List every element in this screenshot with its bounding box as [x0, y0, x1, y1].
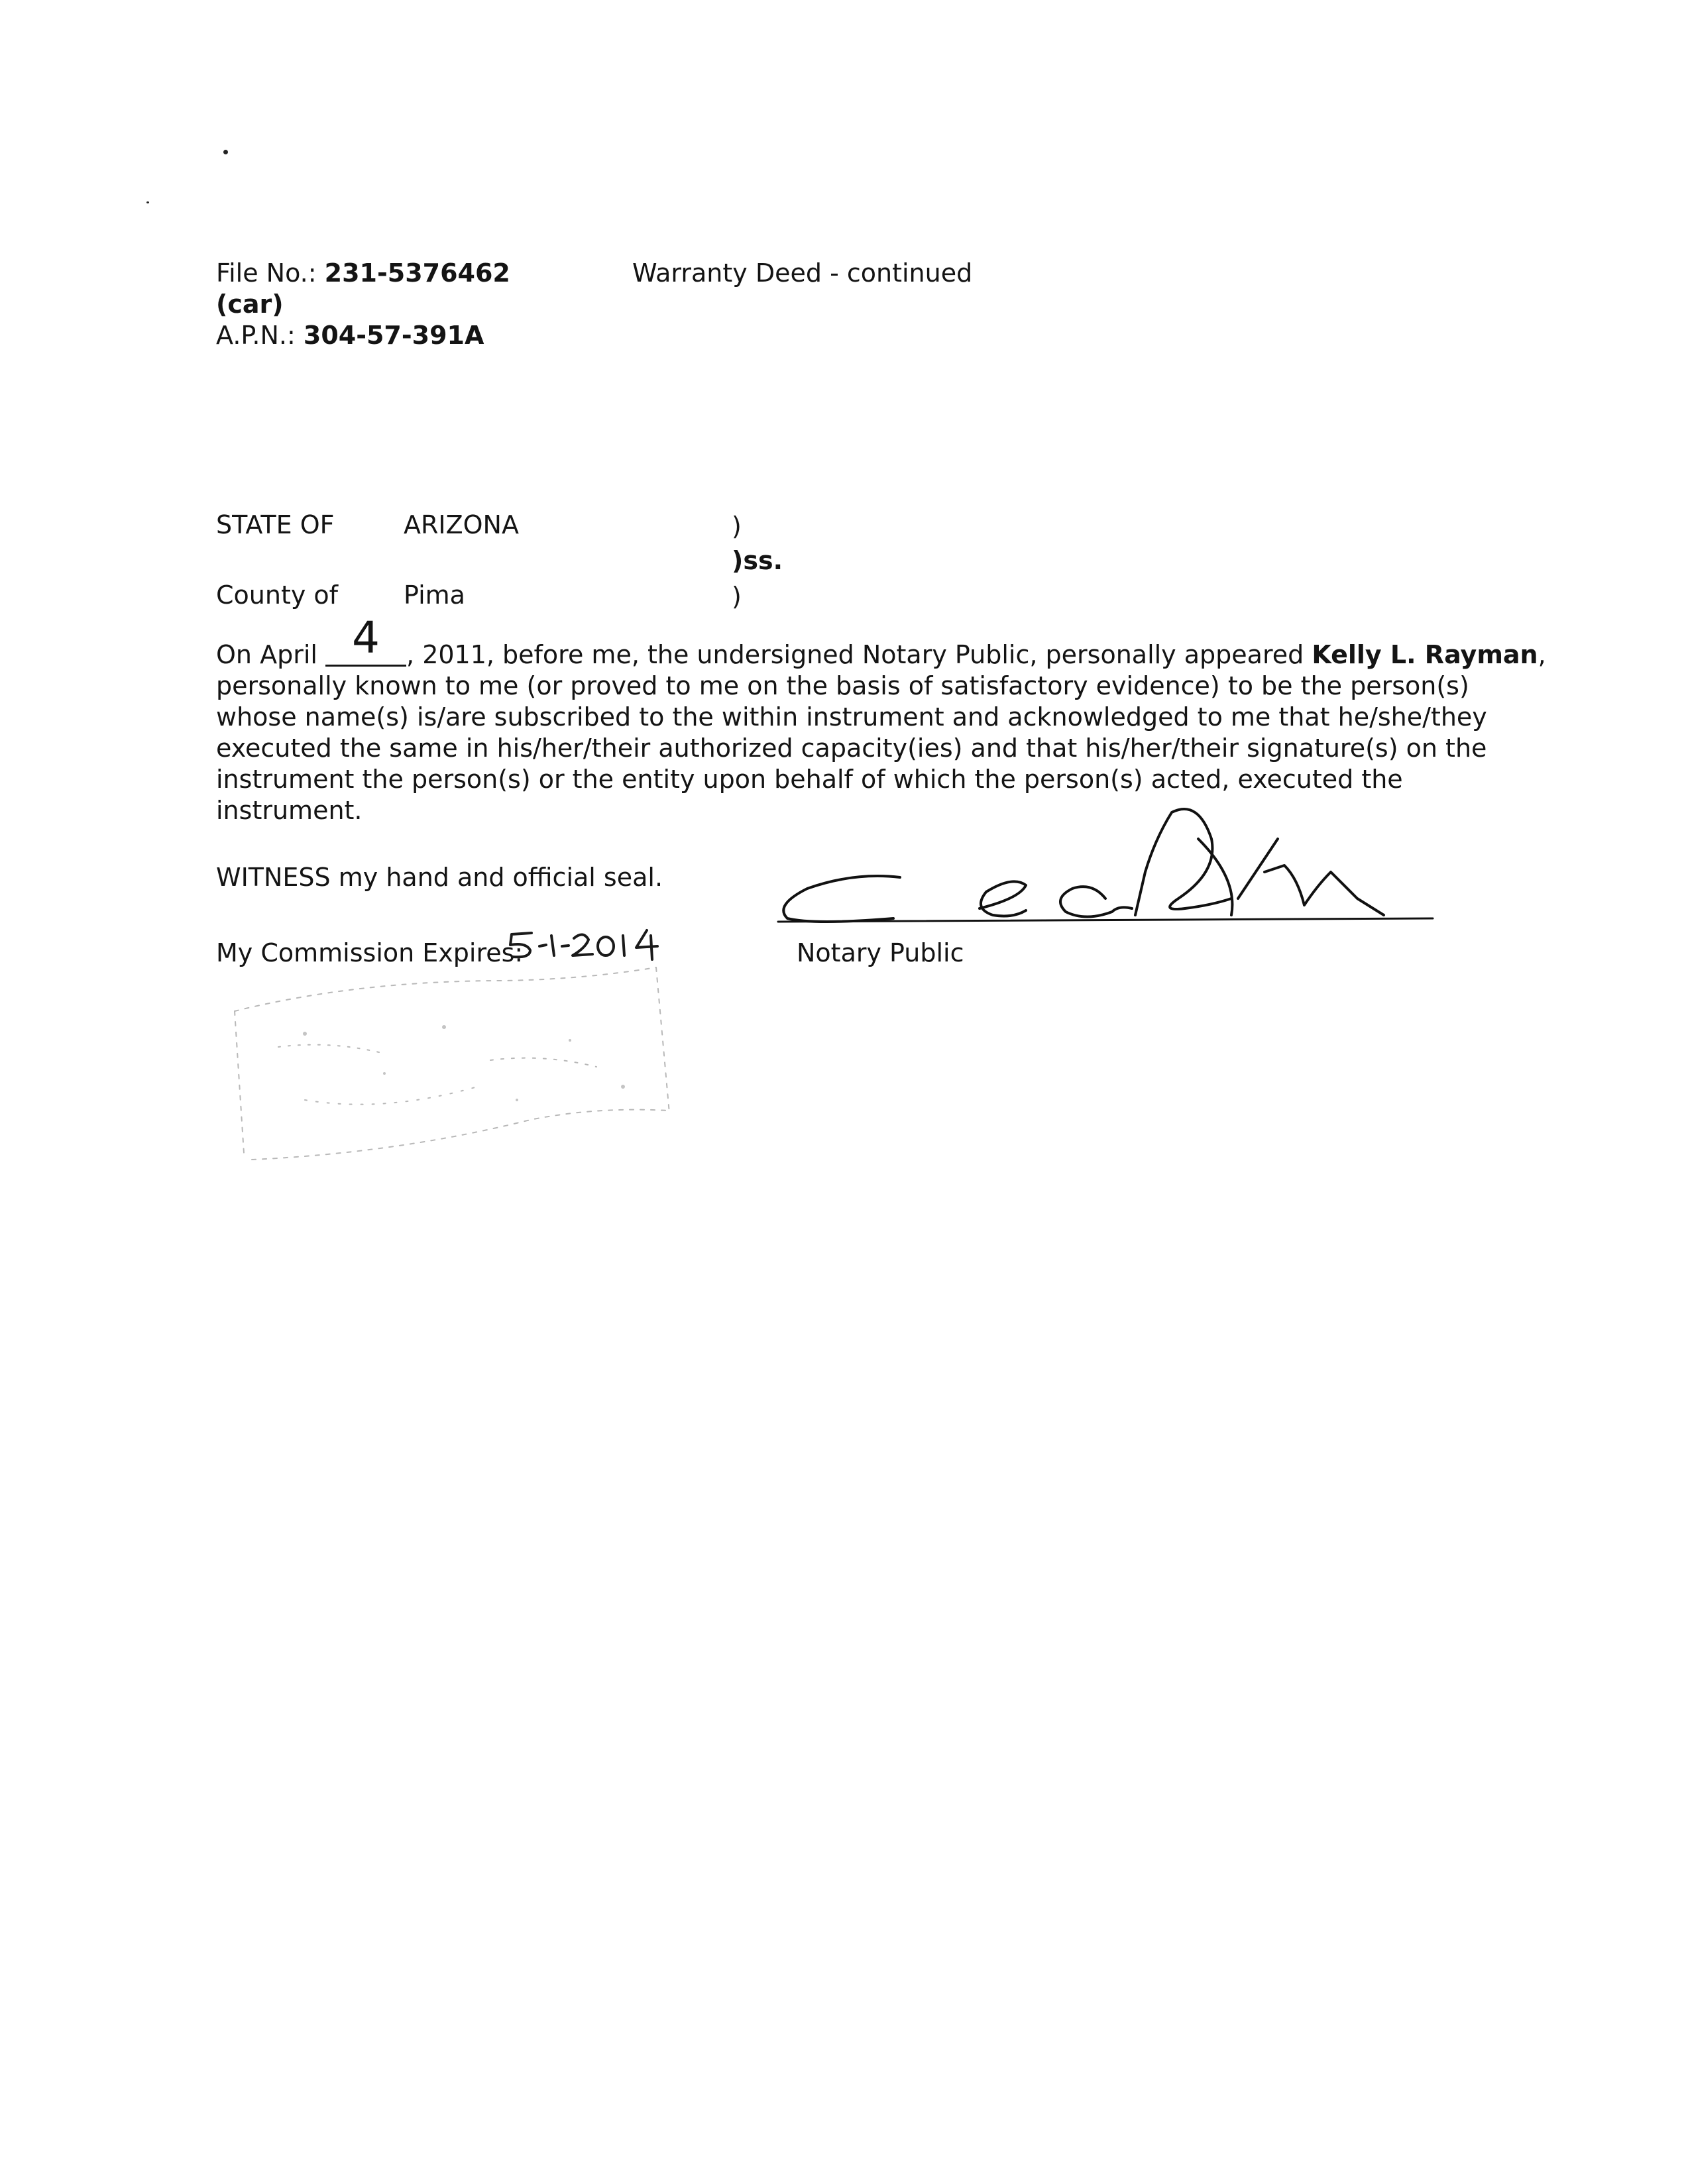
notary-seal-stamp [225, 954, 689, 1179]
person-name: Kelly L. Rayman [1312, 640, 1538, 669]
venue-paren-bottom: ) [732, 582, 742, 611]
ack-line1-text: , 2011, before me, the undersigned Notary Public, personally appeared [406, 640, 1304, 669]
venue-ss: )ss. [732, 546, 783, 575]
acknowledgment-line-5: instrument the person(s) or the entity upon behalf of which the person(s) acted, executed the [216, 765, 1403, 794]
acknowledgment-line-3: whose name(s) is/are subscribed to the within instrument and acknowledged to me that he/she/they [216, 702, 1487, 732]
file-number-label: File No.: [216, 258, 317, 288]
acknowledgment-line-6: instrument. [216, 796, 363, 825]
acknowledgment-line-4: executed the same in his/her/their authorized capacity(ies) and that his/her/their signature(s) on the [216, 734, 1487, 763]
acknowledgment-line-2: personally known to me (or proved to me on the basis of satisfactory evidence) to be the person(s) [216, 671, 1469, 700]
apn-label: A.P.N.: [216, 321, 296, 350]
file-number-value: 231-5376462 [324, 258, 510, 288]
state-label: STATE OF [216, 510, 335, 539]
handwritten-day: 4 [352, 612, 380, 663]
county-value: Pima [404, 580, 465, 610]
apn-value: 304-57-391A [303, 321, 484, 350]
notary-public-label: Notary Public [797, 938, 964, 967]
file-number-line [216, 258, 510, 288]
venue-paren-top: ) [732, 512, 742, 541]
document-title: Warranty Deed - continued [632, 258, 973, 288]
notary-signature [774, 799, 1437, 932]
county-label: County of [216, 580, 339, 610]
acknowledgment-paragraph [216, 612, 1546, 826]
state-value: ARIZONA [404, 510, 519, 539]
scan-speck [223, 150, 228, 154]
file-code: (car) [216, 290, 284, 319]
acknowledgment-line-1 [216, 612, 1546, 671]
scan-speck [146, 201, 149, 203]
day-blank [325, 612, 406, 667]
ack-month: On April [216, 640, 317, 669]
ack-line1-end: , [1538, 640, 1546, 669]
commission-label: My Commission Expires: [216, 938, 524, 967]
apn-line [216, 321, 484, 350]
witness-line: WITNESS my hand and official seal. [216, 863, 663, 892]
